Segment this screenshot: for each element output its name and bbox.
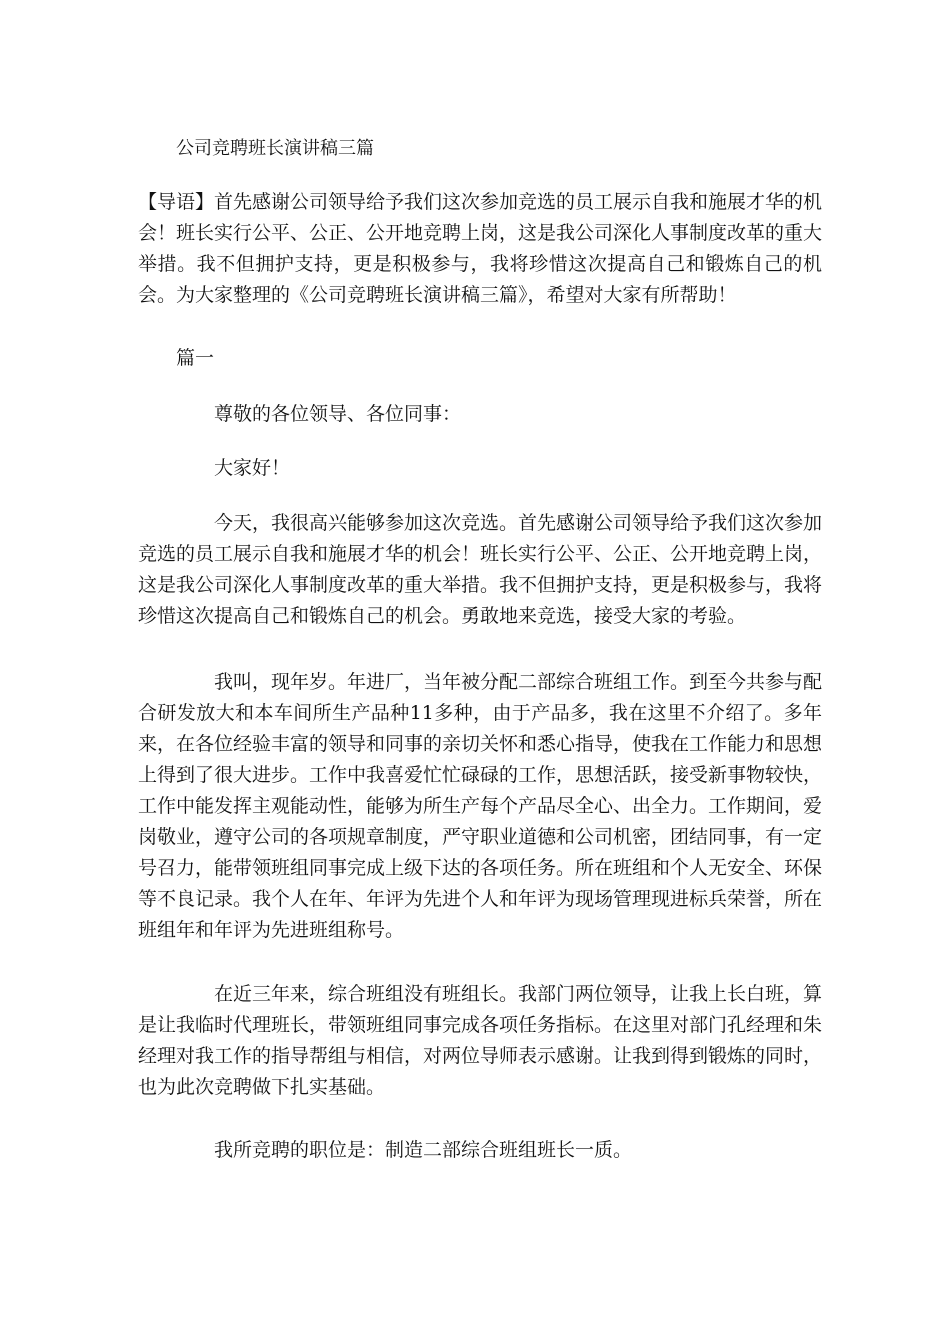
section-title: 篇一 [176, 347, 215, 369]
document-title: 公司竞聘班长演讲稿三篇 [176, 138, 374, 159]
body-paragraph-3: 在近三年来，综合班组没有班组长。我部门两位领导，让我上长白班，算是让我临时代理班长，带领班组同事完成各项任务指标。在这里对部门孔经理和朱经理对我工作的指导帮组与相信，对两位导师表示感谢。让我到得到锻炼的同时，也为此次竞聘做下扎实基础。 [138, 983, 823, 1098]
salutation-line: 尊敬的各位领导、各位同事： [214, 403, 462, 425]
body-paragraph-4: 我所竞聘的职位是：制造二部综合班组班长一质。 [214, 1139, 633, 1161]
body-paragraph-1: 今天，我很高兴能够参加这次竞选。首先感谢公司领导给予我们这次参加竞选的员工展示自我和施展才华的机会！班长实行公平、公正、公开地竞聘上岗，这是我公司深化人事制度改革的重大举措。我不但拥护支持，更是积极参与，我将珍惜这次提高自己和锻炼自己的机会。勇敢地来竞选，接受大家的考验。 [138, 512, 823, 627]
greeting-line: 大家好！ [214, 457, 291, 479]
body-paragraph-2: 我叫，现年岁。年进厂，当年被分配二部综合班组工作。到至今共参与配合研发放大和本车间所生产品种11多种，由于产品多，我在这里不介绍了。多年来，在各位经验丰富的领导和同事的亲切关怀和悉心指导，使我在工作能力和思想上得到了很大进步。工作中我喜爱忙忙碌碌的工作，思想活跃，接受新事物较快，工作中能发挥主观能动性，能够为所生产每个产品尽全心、出全力。工作期间，爱岗敬业，遵守公司的各项规章制度，严守职业道德和公司机密，团结同事，有一定号召力，能带领班组同事完成上级下达的各项任务。所在班组和个人无安全、环保等不良记录。我个人在年、年评为先进个人和年评为现场管理现进标兵荣誉，所在班组年和年评为先进班组称号。 [138, 671, 823, 941]
intro-paragraph: 【导语】首先感谢公司领导给予我们这次参加竞选的员工展示自我和施展才华的机会！班长实行公平、公正、公开地竞聘上岗，这是我公司深化人事制度改革的重大举措。我不但拥护支持，更是积极参与，我将珍惜这次提高自己和锻炼自己的机会。为大家整理的《公司竞聘班长演讲稿三篇》，希望对大家有所帮助！ [138, 191, 823, 306]
